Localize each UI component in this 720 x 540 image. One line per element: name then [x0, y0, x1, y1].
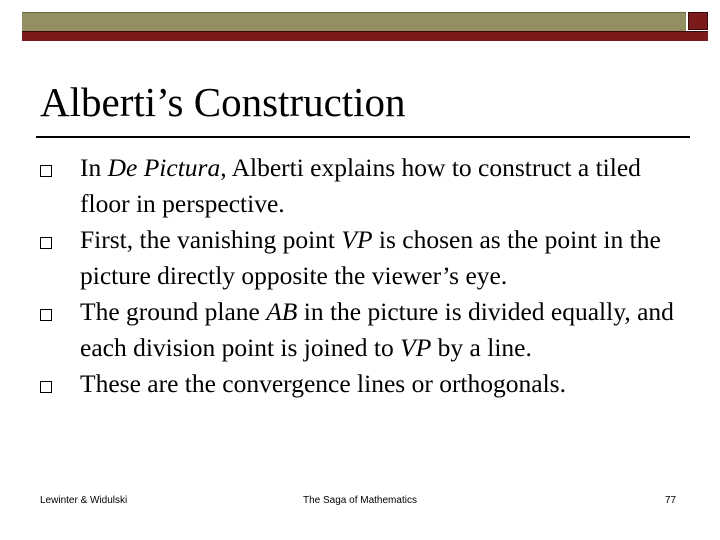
footer-authors: Lewinter & Widulski — [40, 495, 128, 506]
bullet-item — [40, 150, 680, 222]
bullet-item — [40, 222, 680, 294]
header-red-square — [688, 12, 708, 30]
title-divider — [36, 136, 690, 138]
bullet-italic-text: VP — [400, 333, 432, 362]
header-olive-bar — [22, 12, 686, 31]
bullet-item — [40, 294, 680, 366]
square-bullet-icon — [40, 309, 52, 321]
bullet-italic-text: VP — [341, 225, 373, 254]
footer-book-title: The Saga of Mathematics — [303, 495, 417, 506]
bullet-text: is chosen as the point in the picture directly opposite the viewer’s eye. — [80, 225, 661, 290]
bullet-italic-text: AB — [266, 297, 298, 326]
square-bullet-icon — [40, 381, 52, 393]
square-bullet-icon — [40, 165, 52, 177]
bullet-text: in the picture is divided equally, and each division point is joined to — [80, 297, 674, 362]
square-bullet-icon — [40, 237, 52, 249]
header-decoration — [22, 12, 708, 40]
bullet-italic-text: De Pictura — [107, 153, 221, 182]
bullet-text: , Alberti explains how to construct a tiled floor in perspective. — [80, 153, 641, 218]
bullet-item — [40, 366, 680, 402]
header-red-stripe — [22, 31, 708, 41]
bullet-list — [40, 150, 680, 402]
slide-title: Alberti’s Construction — [40, 79, 406, 125]
bullet-text: These are the convergence lines or orthogonals. — [80, 369, 566, 398]
bullet-text: by a line. — [431, 333, 532, 362]
bullet-text: First, the vanishing point — [80, 225, 342, 254]
footer-page-number: 77 — [665, 495, 677, 506]
bullet-text: In — [80, 153, 108, 182]
bullet-text: The ground plane — [80, 297, 267, 326]
